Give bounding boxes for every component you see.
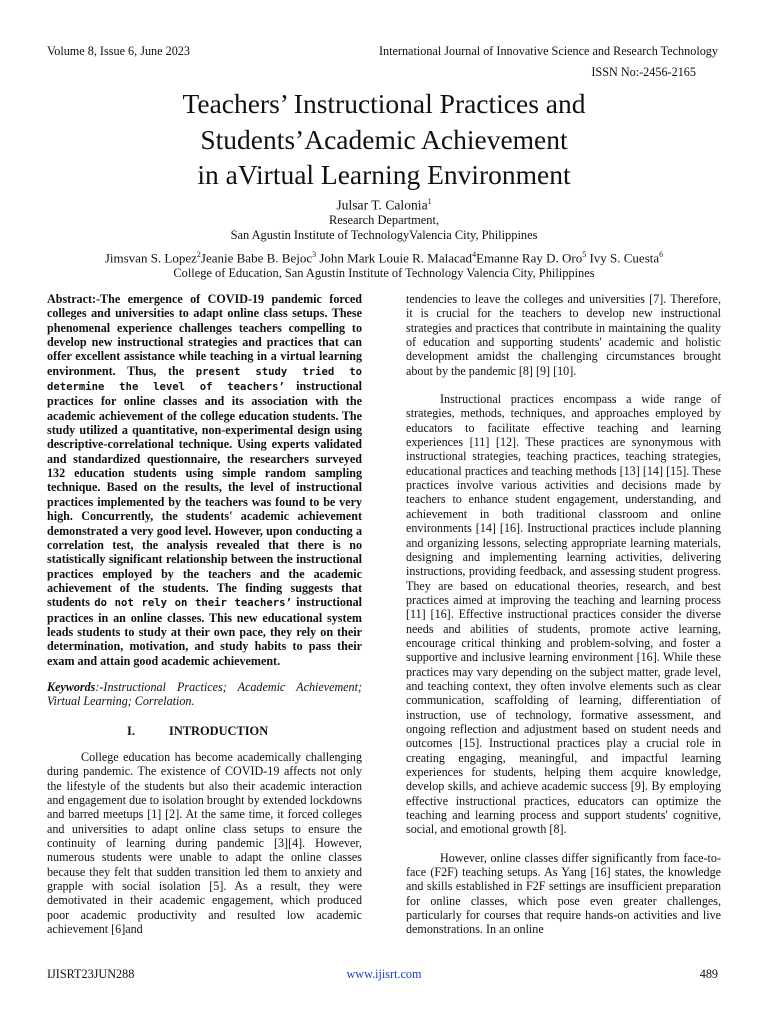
header-issn: ISSN No:-2456-2165 bbox=[591, 65, 696, 79]
coauthors-line bbox=[0, 250, 768, 266]
left-column bbox=[47, 292, 362, 936]
coauthor-sup: 6 bbox=[659, 250, 664, 259]
coauthors-affiliation: College of Education, San Agustin Institute of Technology Valencia City, Philippines bbox=[173, 266, 595, 280]
primary-author bbox=[0, 197, 768, 214]
coauthor-name: Jimsvan S. Lopez bbox=[104, 250, 197, 266]
footer-paper-code: IJISRT23JUN288 bbox=[47, 967, 135, 981]
title-line-2: Students’Academic Achievement bbox=[200, 123, 568, 155]
section-title: INTRODUCTION bbox=[169, 723, 269, 738]
coauthor-sup: 5 bbox=[582, 250, 587, 259]
footer-page-number: 489 bbox=[699, 967, 718, 981]
primary-author-institution: San Agustin Institute of TechnologyValencia City, Philippines bbox=[230, 228, 538, 242]
coauthor-name: Jeanie Babe B. Bejoc bbox=[200, 250, 313, 266]
intro-paragraph: College education has become academically challenging during pandemic. The existence of COVID-19 affects not only the lifestyle of the students but also their academic interaction and engagement due to isolation brought by extended lockdowns and barred meetups [1] [2]. At the same time, it forced colleges and universities to adapt online class setups to ensure the continuity of learning during pandemic [3][4]. However, numerous students were unable to adapt the online classes because they felt that sudden transition led them to anxiety and grapple with social isolation [5]. As a result, they were demotivated in their academic engagement, which produced poor academic productivity and resulted low academic achievement [6]and bbox=[47, 749, 362, 937]
body-paragraph: Instructional practices encompass a wide range of strategies, methods, techniques, and approaches employed by educators to facilitate effective teaching and learning experiences [11] [12]. These practices are synonymous with instructional strategies, teaching practices, teaching strategies, educational practices and teaching methods [13] [14] [15]. These practices involve various activities and decisions made by teachers to enhance student engagement, understanding, and achievement in both traditional classroom and online environments [14] [16]. Instructional practices include planning and organizing lessons, selecting appropriate learning materials, designing and implementing learning activities, delivering instructions, providing feedback, and assessing student progress. They are based on educational theories, research, and best practices aimed at improving the teaching and learning process [11] [16]. Effective instructional practices consider the diverse needs and abilities of students, promote active learning, encourage critical thinking and problem-solving, and foster a supportive and inclusive learning environment [16]. While these practices may vary depending on the subject matter, grade level, and teaching context, they often involve elements such as clear communication, scaffolding of learning, differentiation of instruction, use of technology, formative assessment, and ongoing reflection and adjustment based on student needs and outcomes [15]. Instructional practices play a crucial role in creating engaging, meaningful, and impactful learning experiences for students, helping them acquire knowledge, develop skills, and achieve academic success [9]. By employing effective instructional practices, educators can optimize the teaching and learning process and support students' cognitive, social, and emotional growth [8]. bbox=[406, 392, 721, 837]
paper-title bbox=[60, 86, 708, 193]
header-volume: Volume 8, Issue 6, June 2023 bbox=[47, 44, 190, 58]
coauthor-name: John Mark Louie R. Malacad bbox=[316, 250, 473, 266]
keywords bbox=[47, 680, 362, 709]
keywords-text: :-Instructional Practices; Academic Achievement; Virtual Learning; Correlation. bbox=[47, 679, 362, 709]
abstract-text: instructional practices in an online classes. This new educational system leads students to study at their own pace, they rely on their determination, motivation, and study habits to pass their exam and attain good academic achievement. bbox=[47, 595, 362, 668]
body-paragraph: tendencies to leave the colleges and universities [7]. Therefore, it is crucial for the teachers to develop new instructional strategies and practices that contribute in maintaining the quality of education and supporting students' academic and holistic development amidst the challenging circumstances brought about by the pandemic [8] [9] [10]. bbox=[406, 292, 721, 378]
coauthor-name: Ivy S. Cuesta bbox=[586, 250, 660, 266]
coauthor-sup: 2 bbox=[196, 250, 201, 259]
abstract-text: present study tried to determine the level of teachers’ bbox=[47, 365, 362, 394]
keywords-label: Keywords bbox=[47, 679, 96, 694]
coauthor-sup: 3 bbox=[312, 250, 317, 259]
header-journal: International Journal of Innovative Science and Research Technology bbox=[378, 44, 718, 58]
right-column bbox=[406, 292, 721, 937]
section-number: I. bbox=[127, 723, 135, 738]
abstract-text: instructional practices for online classes and its association with the academic achievement of the college education students. The study utilized a quantitative, non-experimental design using descriptive-correlational technique. Using experts validated and standardized questionnaire, the researchers surveyed 132 education students using simple random sampling technique. Based on the results, the level of instructional practices implemented by the teachers was found to be very high. Concurrently, the students' academic achievement demonstrated a very good level. However, upon conducting a correlation test, the analysis revealed that there is no statistically significant relationship between the instructional practices employed by the teachers and the academic achievement of the students. The finding suggests that students bbox=[47, 379, 362, 610]
abstract bbox=[47, 292, 362, 668]
abstract-text: do not rely on their teachers’ bbox=[94, 597, 292, 610]
section-heading bbox=[47, 724, 362, 738]
primary-author-sup: 1 bbox=[427, 197, 432, 206]
body-paragraph: However, online classes differ significantly from face-to-face (F2F) teaching setups. As Yang [16] states, the knowledge and skills established in F2F settings are insufficient preparation for online classes, which pose even greater challenges, particularly for courses that require hands-on activities and live demonstrations. In an online bbox=[406, 850, 721, 937]
coauthor-name: Emanne Ray D. Oro bbox=[476, 250, 583, 266]
abstract-text: Abstract:-The emergence of COVID-19 pandemic forced colleges and universities to adapt online class setups. These phenomenal experience challenges teachers compelling to develop new instructional strategies and practices that can offer excellent assistance while teaching in a virtual learning environment. Thus, the bbox=[47, 292, 362, 378]
title-line-3: in aVirtual Learning Environment bbox=[197, 159, 571, 190]
primary-author-department: Research Department, bbox=[328, 213, 440, 227]
title-line-1: Teachers’ Instructional Practices and bbox=[182, 88, 586, 119]
coauthor-sup: 4 bbox=[472, 250, 477, 259]
primary-author-name: Julsar T. Calonia bbox=[336, 197, 428, 213]
footer-url-link[interactable]: www.ijisrt.com bbox=[346, 967, 422, 981]
